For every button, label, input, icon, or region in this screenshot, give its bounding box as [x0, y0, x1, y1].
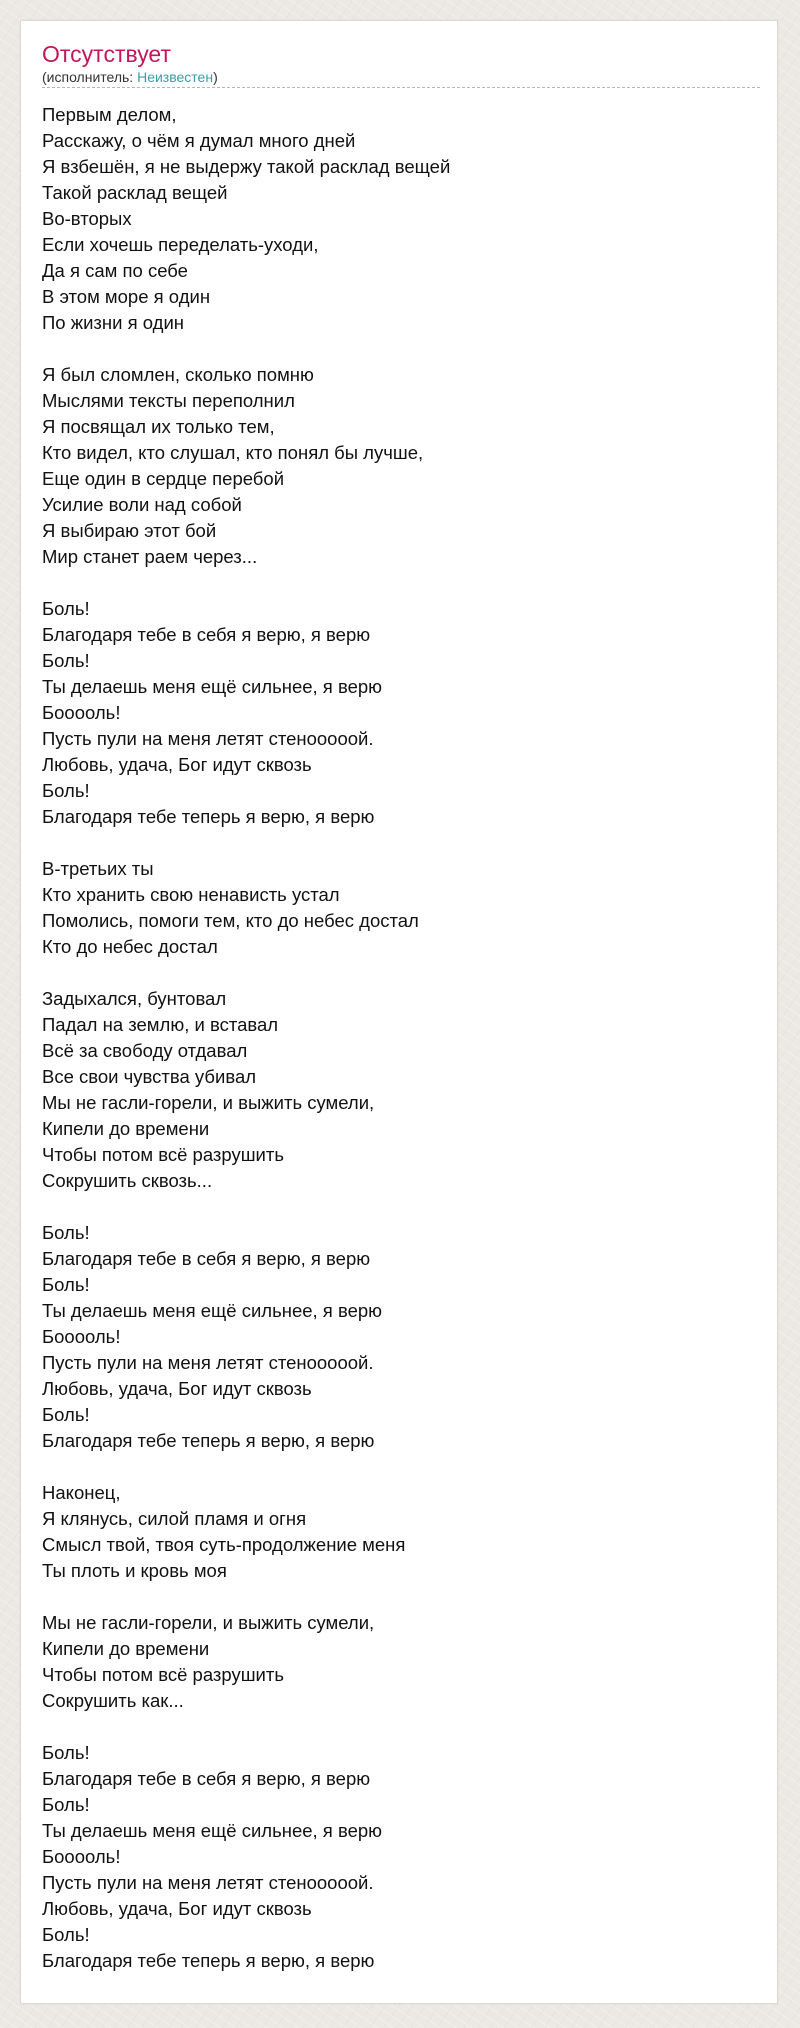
lyrics-line: Благодаря тебе теперь я верю, я верю — [42, 1430, 375, 1451]
lyrics-line: Бооооль! — [42, 1326, 121, 1347]
lyrics-line: Боль! — [42, 780, 90, 801]
lyrics-line: Боль! — [42, 1742, 90, 1763]
song-title: Отсутствует — [42, 41, 171, 67]
lyrics-line: Боль! — [42, 598, 90, 619]
lyrics-line: Благодаря тебе в себя я верю, я верю — [42, 1768, 371, 1789]
lyrics-line: Еще один в сердце перебой — [42, 468, 285, 489]
lyrics-line: Любовь, удача, Бог идут сквозь — [42, 1378, 312, 1399]
lyrics-line: Боль! — [42, 1404, 90, 1425]
lyrics-line: Да я сам по себе — [42, 260, 188, 281]
lyrics-line: Кто видел, кто слушал, кто понял бы лучше, — [42, 442, 424, 463]
lyrics-line: Мир станет раем через... — [42, 546, 258, 567]
lyrics-line: Кто хранить свою ненависть устал — [42, 884, 340, 905]
lyrics-line: Наконец, — [42, 1482, 121, 1503]
lyrics-line: Я был сломлен, сколько помню — [42, 364, 314, 385]
performer-link[interactable]: Неизвестен — [137, 69, 214, 85]
lyrics-line: Чтобы потом всё разрушить — [42, 1664, 284, 1685]
lyrics-line: Ты плоть и кровь моя — [42, 1560, 227, 1581]
lyrics-line: Кто до небес достал — [42, 936, 218, 957]
lyrics-line: Задыхался, бунтовал — [42, 988, 227, 1009]
lyrics-text — [42, 102, 760, 2000]
lyrics-line: Во-вторых — [42, 208, 132, 229]
lyrics-line: Сокрушить как... — [42, 1690, 184, 1711]
lyrics-stanza — [42, 1480, 760, 1584]
lyrics-line: Кипели до времени — [42, 1118, 210, 1139]
lyrics-line: Благодаря тебе в себя я верю, я верю — [42, 1248, 371, 1269]
lyrics-line: Пусть пули на меня летят стенооооой. — [42, 728, 374, 749]
lyrics-line: Падал на землю, и вставал — [42, 1014, 279, 1035]
lyrics-line: В-третьих ты — [42, 858, 154, 879]
lyrics-line: Я посвящал их только тем, — [42, 416, 275, 437]
lyrics-line: Я клянусь, силой пламя и огня — [42, 1508, 307, 1529]
lyrics-stanza — [42, 1610, 760, 1714]
lyrics-line: Кипели до времени — [42, 1638, 210, 1659]
lyrics-stanza — [42, 362, 760, 570]
lyrics-line: Усилие воли над собой — [42, 494, 242, 515]
lyrics-line: По жизни я один — [42, 312, 184, 333]
lyrics-line: Мыслями тексты переполнил — [42, 390, 295, 411]
lyrics-line: В этом море я один — [42, 286, 211, 307]
lyrics-line: Боль! — [42, 1794, 90, 1815]
lyrics-line: Мы не гасли-горели, и выжить сумели, — [42, 1612, 375, 1633]
lyrics-line: Благодаря тебе теперь я верю, я верю — [42, 1950, 375, 1971]
lyrics-line: Сокрушить сквозь... — [42, 1170, 213, 1191]
lyrics-stanza — [42, 1220, 760, 1454]
lyrics-line: Бооооль! — [42, 1846, 121, 1867]
lyrics-line: Бооооль! — [42, 702, 121, 723]
lyrics-line: Пусть пули на меня летят стенооооой. — [42, 1872, 374, 1893]
lyrics-line: Боль! — [42, 1274, 90, 1295]
lyrics-line: Смысл твой, твоя суть-продолжение меня — [42, 1534, 406, 1555]
performer-prefix: (исполнитель: — [42, 69, 138, 85]
lyrics-line: Я выбираю этот бой — [42, 520, 217, 541]
song-header — [42, 40, 760, 88]
lyrics-line: Любовь, удача, Бог идут сквозь — [42, 754, 312, 775]
lyrics-line: Ты делаешь меня ещё сильнее, я верю — [42, 676, 383, 697]
lyrics-line: Боль! — [42, 650, 90, 671]
lyrics-line: Пусть пули на меня летят стенооооой. — [42, 1352, 374, 1373]
lyrics-stanza — [42, 596, 760, 830]
lyrics-line: Любовь, удача, Бог идут сквозь — [42, 1898, 312, 1919]
performer-suffix: ) — [213, 69, 218, 85]
lyrics-line: Ты делаешь меня ещё сильнее, я верю — [42, 1300, 383, 1321]
lyrics-line: Первым делом, — [42, 104, 177, 125]
lyrics-stanza — [42, 1740, 760, 1974]
lyrics-line: Я взбешён, я не выдержу такой расклад вещей — [42, 156, 451, 177]
lyrics-line: Благодаря тебе теперь я верю, я верю — [42, 806, 375, 827]
lyrics-line: Боль! — [42, 1222, 90, 1243]
lyrics-line: Всё за свободу отдавал — [42, 1040, 248, 1061]
lyrics-line: Ты делаешь меня ещё сильнее, я верю — [42, 1820, 383, 1841]
lyrics-line: Такой расклад вещей — [42, 182, 228, 203]
lyrics-line: Чтобы потом всё разрушить — [42, 1144, 284, 1165]
lyrics-line: Помолись, помоги тем, кто до небес достал — [42, 910, 419, 931]
lyrics-stanza — [42, 986, 760, 1194]
lyrics-stanza — [42, 856, 760, 960]
lyrics-line: Боль! — [42, 1924, 90, 1945]
lyrics-stanza — [42, 102, 760, 336]
lyrics-line: Мы не гасли-горели, и выжить сумели, — [42, 1092, 375, 1113]
performer-line — [42, 68, 760, 88]
lyrics-line: Если хочешь переделать-уходи, — [42, 234, 319, 255]
lyrics-line: Благодаря тебе в себя я верю, я верю — [42, 624, 371, 645]
lyrics-line: Все свои чувства убивал — [42, 1066, 257, 1087]
lyrics-line: Расскажу, о чём я думал много дней — [42, 130, 356, 151]
lyrics-card — [20, 20, 778, 2004]
